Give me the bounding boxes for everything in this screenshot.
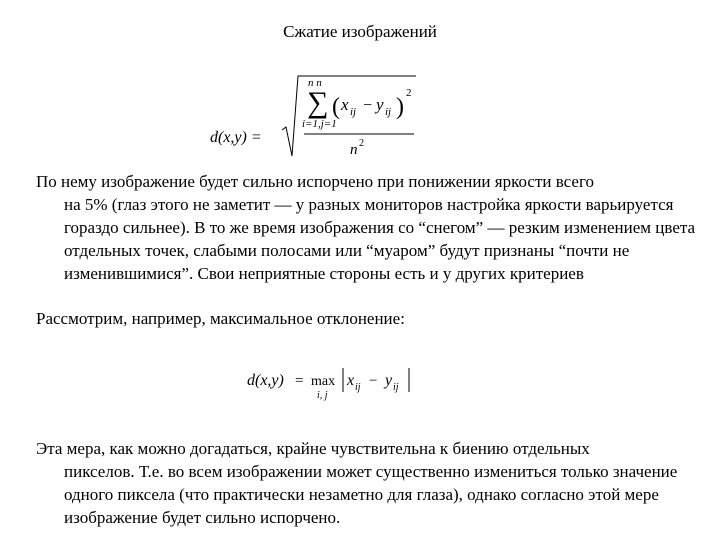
paragraph-max-deviation-intro <box>36 307 696 330</box>
formula2-term-x: x <box>347 372 355 389</box>
formula2-minus: − <box>369 373 378 389</box>
formula2-term-y: y <box>385 372 393 389</box>
paragraph1-continuation: на 5% (глаз этого не заметит — у разных мониторов настройка яркости варьируется гораздо сильнее). В то же время изображения со “снегом” — резким изменением цвета отдельных точек, слабыми полосами или “муаром” будут признаны “почти не изменившимися”. Свои неприятные стороны есть и у других критериев <box>64 195 696 283</box>
paragraph-pixel-sensitivity <box>36 437 696 529</box>
max-deviation-formula <box>245 364 425 404</box>
term-x-sub: ij <box>350 106 357 118</box>
max-operator: max <box>311 374 336 389</box>
sum-lower-limit: i=1,j=1 <box>302 118 337 130</box>
paragraph1-first-line: По нему изображение будет сильно испорчено при понижении яркости всего <box>36 172 595 191</box>
formula2-term-x-sub: ij <box>355 382 361 393</box>
mean-squared-deviation-formula <box>210 72 430 164</box>
paragraph-brightness-sensitivity <box>36 170 696 285</box>
term-y: y <box>376 95 384 114</box>
paragraph3-continuation: пикселов. Т.е. во всем изображении может существенно измениться только значение одного пиксела (что практически незаметно для глаза), однако согласно этой мере изображение будет сильно испорчено. <box>64 462 678 527</box>
power-exponent: 2 <box>406 87 412 99</box>
sum-upper-limit: n n <box>308 77 322 89</box>
sigma-symbol: ∑ <box>307 86 329 119</box>
formula2-equals: = <box>295 373 304 389</box>
denominator-power: 2 <box>359 138 364 149</box>
slide-title: Сжатие изображений <box>283 22 437 41</box>
open-paren: ( <box>332 94 340 120</box>
term-y-sub: ij <box>385 106 392 118</box>
max-operator-sub: i, j <box>317 390 328 401</box>
formula2-term-y-sub: ij <box>393 382 399 393</box>
formula2-lhs: d(x,y) <box>247 372 284 389</box>
term-x: x <box>341 95 349 114</box>
paragraph3-first-line: Эта мера, как можно догадаться, крайне чувствительна к биению отдельных <box>36 439 590 458</box>
formula1-lhs: d(x,y) = <box>210 129 262 146</box>
minus-sign: − <box>363 97 373 114</box>
close-paren: ) <box>396 94 404 120</box>
paragraph2-text: Рассмотрим, например, максимальное отклонение: <box>36 309 405 328</box>
denominator: n <box>350 142 358 158</box>
